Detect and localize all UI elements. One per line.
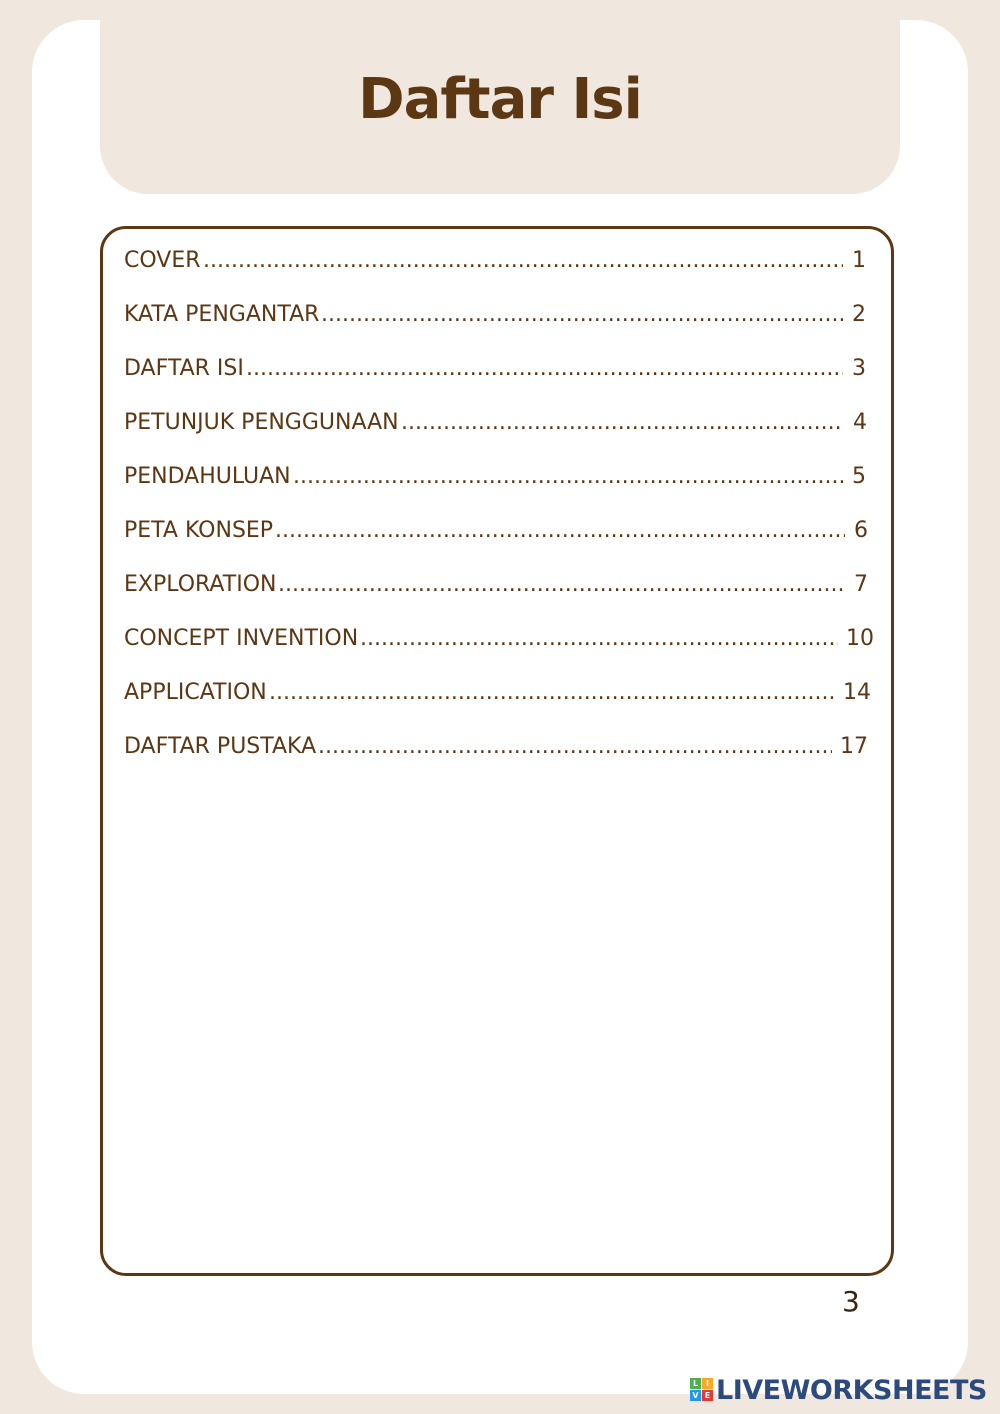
toc-dot-leader (293, 460, 843, 494)
toc-entry-daftar-pustaka[interactable] (124, 730, 884, 784)
toc-entry-concept-invention[interactable] (124, 622, 884, 676)
watermark-text: LIVEWORKSHEETS (716, 1374, 987, 1406)
logo-letter: V (690, 1390, 701, 1401)
toc-entry-page: 17 (840, 734, 868, 759)
toc-entry-page: 7 (854, 572, 868, 597)
logo-letter: L (690, 1378, 701, 1389)
toc-entry-application[interactable] (124, 676, 884, 730)
toc-dot-leader (360, 622, 838, 656)
toc-entry-page: 3 (852, 356, 866, 381)
liveworksheets-watermark (690, 1374, 987, 1406)
toc-dot-leader (401, 406, 843, 440)
logo-letter: E (702, 1390, 713, 1401)
toc-entry-label: PENDAHULUAN (124, 464, 291, 489)
table-of-contents (124, 244, 884, 784)
toc-dot-leader (275, 514, 845, 548)
toc-entry-label: DAFTAR ISI (124, 356, 244, 381)
toc-entry-label: EXPLORATION (124, 572, 277, 597)
toc-dot-leader (269, 676, 836, 710)
toc-entry-label: APPLICATION (124, 680, 267, 705)
toc-dot-leader (318, 730, 832, 764)
toc-entry-pendahuluan[interactable] (124, 460, 884, 514)
toc-entry-page: 6 (854, 518, 868, 543)
toc-entry-page: 1 (852, 248, 866, 273)
toc-entry-label: CONCEPT INVENTION (124, 626, 359, 651)
toc-entry-label: COVER (124, 248, 201, 273)
toc-entry-page: 10 (846, 626, 874, 651)
toc-entry-page: 14 (843, 680, 871, 705)
toc-entry-label: KATA PENGANTAR (124, 302, 320, 327)
toc-dot-leader (321, 298, 843, 332)
toc-entry-peta-konsep[interactable] (124, 514, 884, 568)
toc-dot-leader (278, 568, 845, 602)
toc-dot-leader (203, 244, 843, 278)
toc-entry-cover[interactable] (124, 244, 884, 298)
toc-entry-kata-pengantar[interactable] (124, 298, 884, 352)
toc-entry-page: 5 (852, 464, 866, 489)
page-number: 3 (842, 1285, 860, 1318)
toc-entry-label: PETA KONSEP (124, 518, 274, 543)
liveworksheets-logo-icon (690, 1378, 714, 1402)
toc-entry-exploration[interactable] (124, 568, 884, 622)
page-title: Daftar Isi (358, 67, 642, 132)
toc-entry-petunjuk-penggunaan[interactable] (124, 406, 884, 460)
logo-letter: I (702, 1378, 713, 1389)
toc-entry-page: 2 (852, 302, 866, 327)
toc-entry-daftar-isi[interactable] (124, 352, 884, 406)
toc-dot-leader (246, 352, 843, 386)
toc-entry-label: PETUNJUK PENGGUNAAN (124, 410, 399, 435)
toc-entry-label: DAFTAR PUSTAKA (124, 734, 317, 759)
toc-entry-page: 4 (853, 410, 867, 435)
title-panel (100, 0, 900, 194)
